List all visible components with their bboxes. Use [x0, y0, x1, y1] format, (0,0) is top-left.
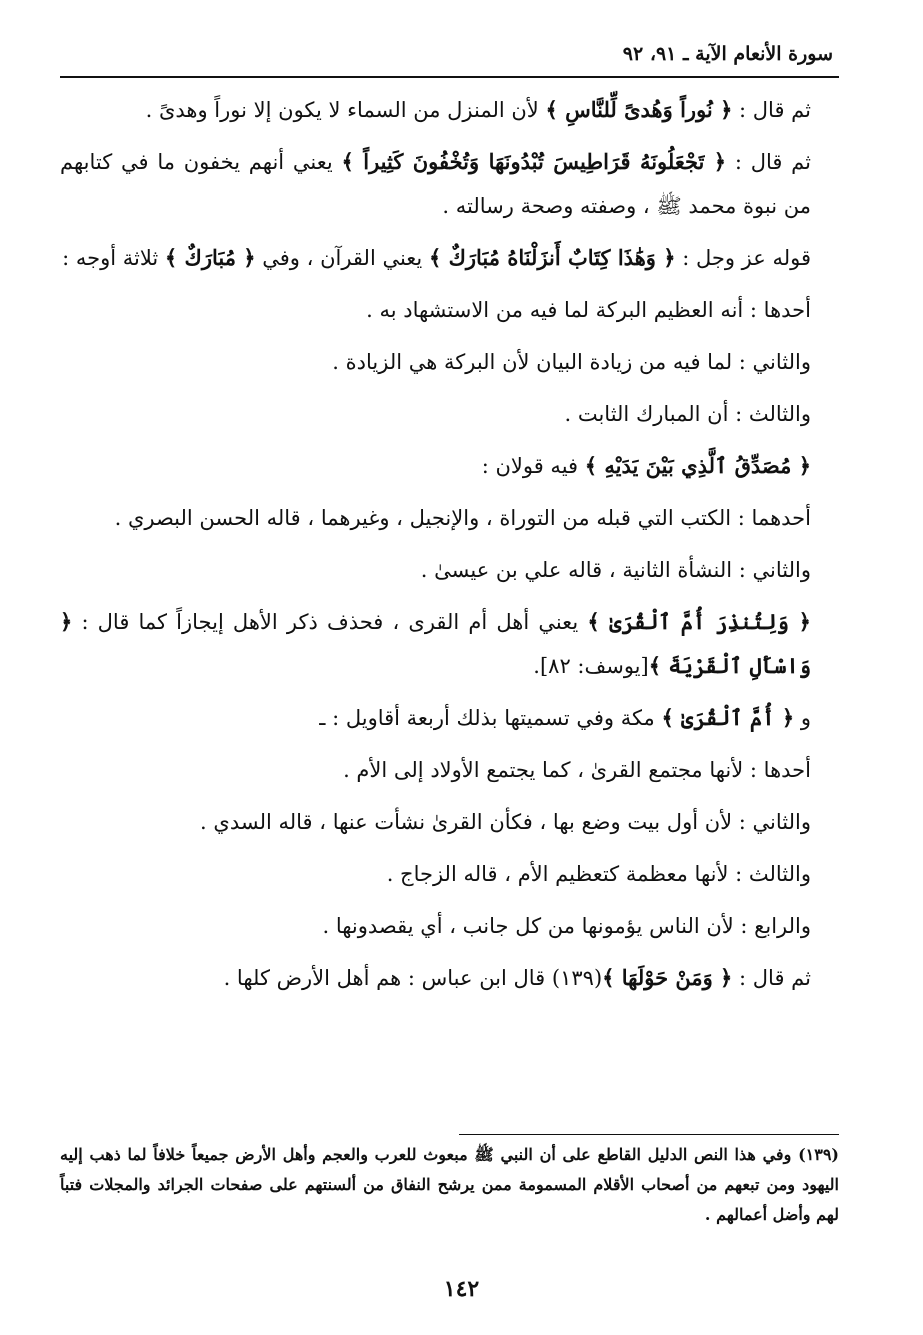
quran-quote: ﴿ وَهَٰذَا كِتَابٌ أَنزَلْنَاهُ مُبَارَكٌ ﴾ — [428, 245, 676, 270]
paragraph-text: فيه قولان : — [481, 454, 585, 478]
paragraph-1 — [60, 88, 839, 132]
paragraph-text: والثاني : النشأة الثانية ، قاله علي بن عيسىٰ . — [420, 558, 811, 582]
paragraph-text: يعني أهل أم القرى ، فحذف ذكر الأهل إيجازاً كما قال : — [72, 610, 588, 634]
paragraph-7 — [60, 444, 839, 488]
running-header: سورة الأنعام الآية ـ ٩١، ٩٢ — [622, 43, 833, 65]
paragraph-text: والثاني : لما فيه من زيادة البيان لأن البركة هي الزيادة . — [332, 350, 811, 374]
paragraph-8 — [60, 496, 839, 540]
header-rule — [60, 76, 839, 78]
paragraph-text-secondary: ثلاثة أوجه : — [62, 246, 165, 270]
paragraph-12 — [60, 748, 839, 792]
paragraph-11 — [60, 696, 839, 740]
paragraph-text: يعني أنهم يخفون ما في كتابهم من نبوة محمد ﷺ ، وصفته وصحة رسالته . — [60, 150, 811, 218]
paragraph-lead: ثم قال : — [732, 98, 811, 122]
paragraph-text: (١٣٩) قال ابن عباس : هم أهل الأرض كلها . — [223, 966, 603, 990]
paragraph-text: والثالث : لأنها معظمة كتعظيم الأم ، قاله الزجاج . — [386, 862, 811, 886]
paragraph-2 — [60, 140, 839, 228]
footnote-rule — [459, 1134, 839, 1135]
paragraph-lead: قوله عز وجل : — [675, 246, 811, 270]
paragraph-10 — [60, 600, 839, 688]
quran-quote: ﴿ مُصَدِّقُ ٱلَّذِي بَيْنَ يَدَيْهِ ﴾ — [584, 453, 811, 478]
paragraph-6 — [60, 392, 839, 436]
paragraph-lead: و — [794, 706, 811, 730]
paragraph-9 — [60, 548, 839, 592]
paragraph-14 — [60, 852, 839, 896]
quran-quote-secondary: ﴿ وَاسْأَلِ ٱلْقَرْيَةَ ﴾ — [60, 609, 811, 678]
body-text — [60, 88, 839, 1008]
paragraph-text: والثاني : لأن أول بيت وضع بها ، فكأن القرىٰ نشأت عنها ، قاله السدي . — [200, 810, 811, 834]
paragraph-text: أحدهما : الكتب التي قبله من التوراة ، والإنجيل ، وغيرهما ، قاله الحسن البصري . — [114, 506, 811, 530]
paragraph-text: يعني القرآن ، وفي — [255, 246, 429, 270]
quran-quote-secondary: ﴿ مُبَارَكٌ ﴾ — [164, 245, 256, 270]
paragraph-text: أحدها : أنه العظيم البركة لما فيه من الاستشهاد به . — [366, 298, 811, 322]
quran-quote: ﴿ تَجْعَلُونَهُ قَرَاطِيسَ تُبْدُونَهَا وَتُخْفُونَ كَثِيراً ﴾ — [341, 149, 727, 174]
paragraph-3 — [60, 236, 839, 280]
quran-quote: ﴿ أُمَّ ٱلْقُرَىٰ ﴾ — [661, 705, 795, 730]
paragraph-5 — [60, 340, 839, 384]
paragraph-15 — [60, 904, 839, 948]
paragraph-text: أحدها : لأنها مجتمع القرىٰ ، كما يجتمع الأولاد إلى الأم . — [343, 758, 811, 782]
paragraph-4 — [60, 288, 839, 332]
quran-quote: ﴿ نُوراً وَهُدىً لِّلنَّاسِ ﴾ — [545, 97, 733, 122]
paragraph-lead: ثم قال : — [732, 966, 811, 990]
verse-reference: [يوسف: ٨٢]. — [533, 654, 649, 678]
footnote-text: (١٣٩) وفي هذا النص الدليل القاطع على أن النبي ﷺ مبعوث للعرب والعجم وأهل الأرض جميعاً خلافاً لما ذهب إليه اليهود ومن تبعهم من أصحاب الأقلام المسمومة ممن يرشح النفاق من ألسنتهم على صفحات الجرائد والمجلات فتباً لهم وأضل أعمالهم . — [60, 1145, 839, 1224]
paragraph-lead: ثم قال : — [726, 150, 812, 174]
paragraph-text: والثالث : أن المبارك الثابت . — [564, 402, 811, 426]
quran-quote: ﴿ وَمَنْ حَوْلَهَا ﴾ — [602, 965, 733, 990]
page-number: ١٤٢ — [443, 1276, 480, 1302]
quran-quote: ﴿ وَلِتُنذِرَ أُمَّ ٱلْقُرَىٰ ﴾ — [587, 609, 811, 634]
paragraph-13 — [60, 800, 839, 844]
paragraph-text: مكة وفي تسميتها بذلك أربعة أقاويل : ـ — [319, 706, 662, 730]
paragraph-text: لأن المنزل من السماء لا يكون إلا نوراً وهدىً . — [145, 98, 546, 122]
footnote — [60, 1140, 839, 1230]
paragraph-text: والرابع : لأن الناس يؤمونها من كل جانب ، أي يقصدونها . — [322, 914, 811, 938]
paragraph-16 — [60, 956, 839, 1000]
